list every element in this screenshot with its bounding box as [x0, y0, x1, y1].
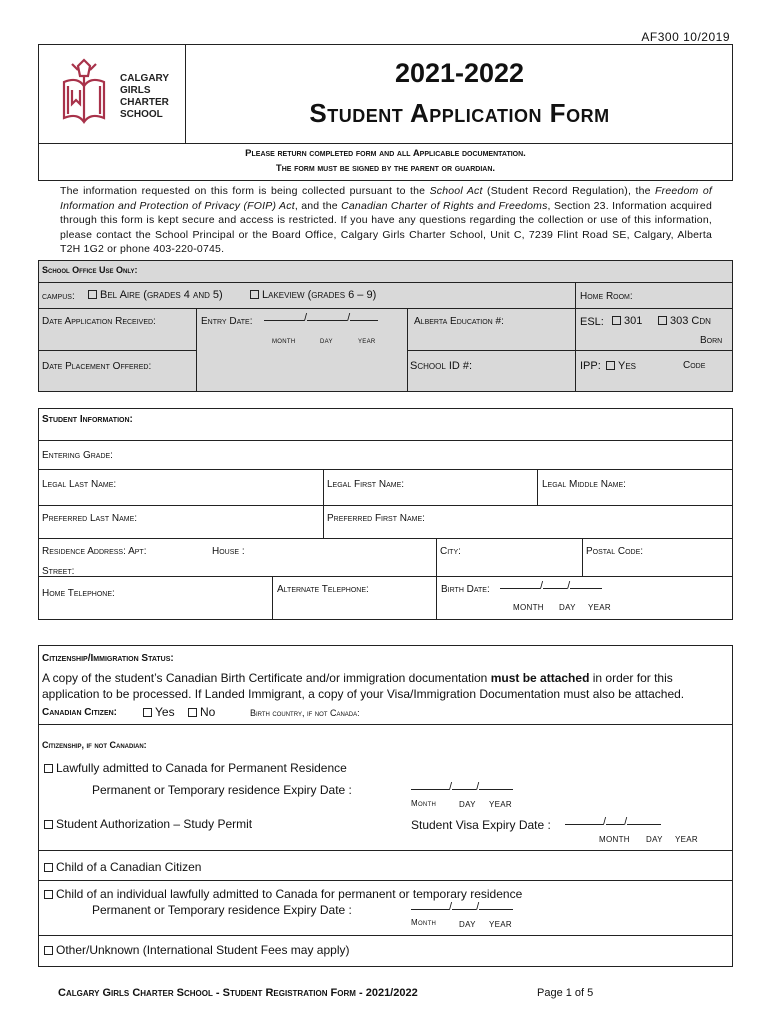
- campus-label: campus:: [42, 291, 75, 302]
- birth-day: DAY: [559, 603, 576, 612]
- expiry-label-2: Permanent or Temporary residence Expiry Date :: [92, 903, 352, 917]
- logo-line: CALGARY: [120, 73, 170, 84]
- checkbox-icon: [143, 708, 152, 717]
- birth-date-label: Birth Date:: [441, 584, 490, 595]
- expiry-day-1: DAY: [459, 800, 476, 809]
- expiry-year-1: YEAR: [489, 800, 512, 809]
- option-other-unknown[interactable]: Other/Unknown (International Student Fees may apply): [44, 943, 349, 957]
- form-code: AF300 10/2019: [641, 30, 730, 44]
- checkbox-icon: [658, 316, 667, 325]
- checkbox-icon: [44, 946, 53, 955]
- option-permanent-residence[interactable]: Lawfully admitted to Canada for Permanent Residence: [44, 761, 347, 775]
- school-logo: [58, 56, 178, 131]
- entry-date-label: Entry Date:: [201, 316, 253, 327]
- legal-middle-name-label: Legal Middle Name:: [542, 479, 626, 490]
- code-label: Code: [683, 360, 706, 371]
- expiry-month-1: Month: [411, 799, 437, 808]
- checkbox-icon: [606, 361, 615, 370]
- date-application-label: Date Application Received:: [42, 316, 156, 327]
- entry-day: day: [320, 336, 333, 345]
- canadian-citizen-label: Canadian Citizen:: [42, 707, 117, 718]
- visa-expiry-label: Student Visa Expiry Date :: [411, 818, 551, 832]
- entering-grade-label: Entering Grade:: [42, 450, 113, 461]
- student-heading: Student Information:: [42, 414, 133, 425]
- expiry-date-field-1[interactable]: / /: [411, 781, 513, 793]
- city-label: City:: [440, 546, 461, 557]
- expiry-month-2: Month: [411, 918, 437, 927]
- campus-option-belaire[interactable]: Bel Aire (grades 4 and 5): [88, 289, 223, 301]
- expiry-date-field-2[interactable]: / /: [411, 901, 513, 913]
- canadian-no-option[interactable]: No: [188, 705, 215, 719]
- citizenship-heading: Citizenship/Immigration Status:: [42, 653, 174, 664]
- if-not-canadian-heading: Citizenship, if not Canadian:: [42, 740, 147, 750]
- birth-date-field[interactable]: / /: [500, 580, 602, 592]
- esl-303-option[interactable]: 303 Cdn: [658, 315, 711, 327]
- expiry-day-2: DAY: [459, 920, 476, 929]
- page-number: Page 1 of 5: [537, 987, 594, 999]
- preferred-first-name-label: Preferred First Name:: [327, 513, 425, 524]
- option-child-canadian[interactable]: Child of a Canadian Citizen: [44, 860, 201, 874]
- checkbox-icon: [44, 764, 53, 773]
- expiry-label-1: Permanent or Temporary residence Expiry Date :: [92, 783, 352, 797]
- logo-line: GIRLS: [120, 85, 151, 96]
- expiry-year-2: YEAR: [489, 920, 512, 929]
- school-id-label: School ID #:: [410, 360, 473, 372]
- born-label: Born: [700, 335, 723, 346]
- home-telephone-label: Home Telephone:: [42, 588, 115, 599]
- preferred-last-name-label: Preferred Last Name:: [42, 513, 138, 524]
- street-label: Street:: [42, 566, 75, 577]
- alternate-telephone-label: Alternate Telephone:: [277, 584, 369, 595]
- birth-year: YEAR: [588, 603, 611, 612]
- privacy-statement: The information requested on this form is being collected pursuant to the School Act (Student Record Regulation), the Freedom of Information and Protection of Privacy (FOIP) Act, and the Canadian Charter of Rights and Freedoms, Section 23. Information acquired through this form is kept secure and access is restricted. If you have any questions regarding the collection or use of this information, please contact the School Principal or the Board Office, Calgary Girls Charter School, Unit C, 7239 Flint Road SE, Calgary, Alberta T2H 1G2 or phone 403-220-0745.: [60, 185, 712, 255]
- checkbox-icon: [44, 863, 53, 872]
- esl-301-option[interactable]: 301: [612, 315, 642, 327]
- entry-month: month: [272, 336, 296, 345]
- logo-line: CHARTER: [120, 97, 169, 108]
- entry-date-field[interactable]: / /: [264, 312, 378, 324]
- birth-month: MONTH: [513, 603, 544, 612]
- esl-label: ESL:: [580, 316, 604, 328]
- checkbox-icon: [188, 708, 197, 717]
- checkbox-icon: [44, 820, 53, 829]
- campus-option-lakeview[interactable]: Lakeview (grades 6 – 9): [250, 289, 376, 301]
- legal-last-name-label: Legal Last Name:: [42, 479, 117, 490]
- visa-month: MONTH: [599, 835, 630, 844]
- house-label: House :: [212, 546, 245, 557]
- ipp-yes-option[interactable]: Yes: [606, 360, 636, 372]
- form-year: 2021-2022: [394, 58, 525, 88]
- option-child-lawful[interactable]: Child of an individual lawfully admitted to Canada for permanent or temporary residence: [44, 887, 522, 901]
- birth-country-label: Birth country, if not Canada:: [250, 708, 360, 718]
- visa-day: DAY: [646, 835, 663, 844]
- footer-title: Calgary Girls Charter School - Student Registration Form - 2021/2022: [58, 987, 418, 999]
- instruction-line-1: Please return completed form and all Applicable documentation.: [245, 148, 526, 159]
- postal-code-label: Postal Code:: [586, 546, 644, 557]
- checkbox-icon: [88, 290, 97, 299]
- instruction-line-2: The form must be signed by the parent or guardian.: [275, 163, 496, 174]
- office-heading: School Office Use Only:: [42, 265, 138, 275]
- visa-expiry-field[interactable]: / /: [565, 816, 661, 828]
- legal-first-name-label: Legal First Name:: [327, 479, 405, 490]
- ipp-label: IPP:: [580, 360, 601, 372]
- citizenship-intro: A copy of the student’s Canadian Birth Certificate and/or immigration documentation must be attached in order for this application to be processed. If Landed Immigrant, a copy of your Visa/Immigration Documentation must also be attached.: [42, 671, 685, 701]
- book-tulip-icon: [58, 56, 110, 128]
- entry-year: year: [358, 336, 376, 345]
- option-study-permit[interactable]: Student Authorization – Study Permit: [44, 817, 252, 831]
- date-placement-label: Date Placement Offered:: [42, 361, 152, 372]
- form-title: Student Application Form: [309, 98, 610, 128]
- residence-address-label: Residence Address: Apt:: [42, 546, 147, 557]
- checkbox-icon: [612, 316, 621, 325]
- home-room-label: Home Room:: [580, 291, 633, 302]
- logo-line: SCHOOL: [120, 109, 163, 120]
- checkbox-icon: [250, 290, 259, 299]
- checkbox-icon: [44, 890, 53, 899]
- visa-year: YEAR: [675, 835, 698, 844]
- canadian-yes-option[interactable]: Yes: [143, 705, 175, 719]
- alberta-education-label: Alberta Education #:: [414, 316, 504, 327]
